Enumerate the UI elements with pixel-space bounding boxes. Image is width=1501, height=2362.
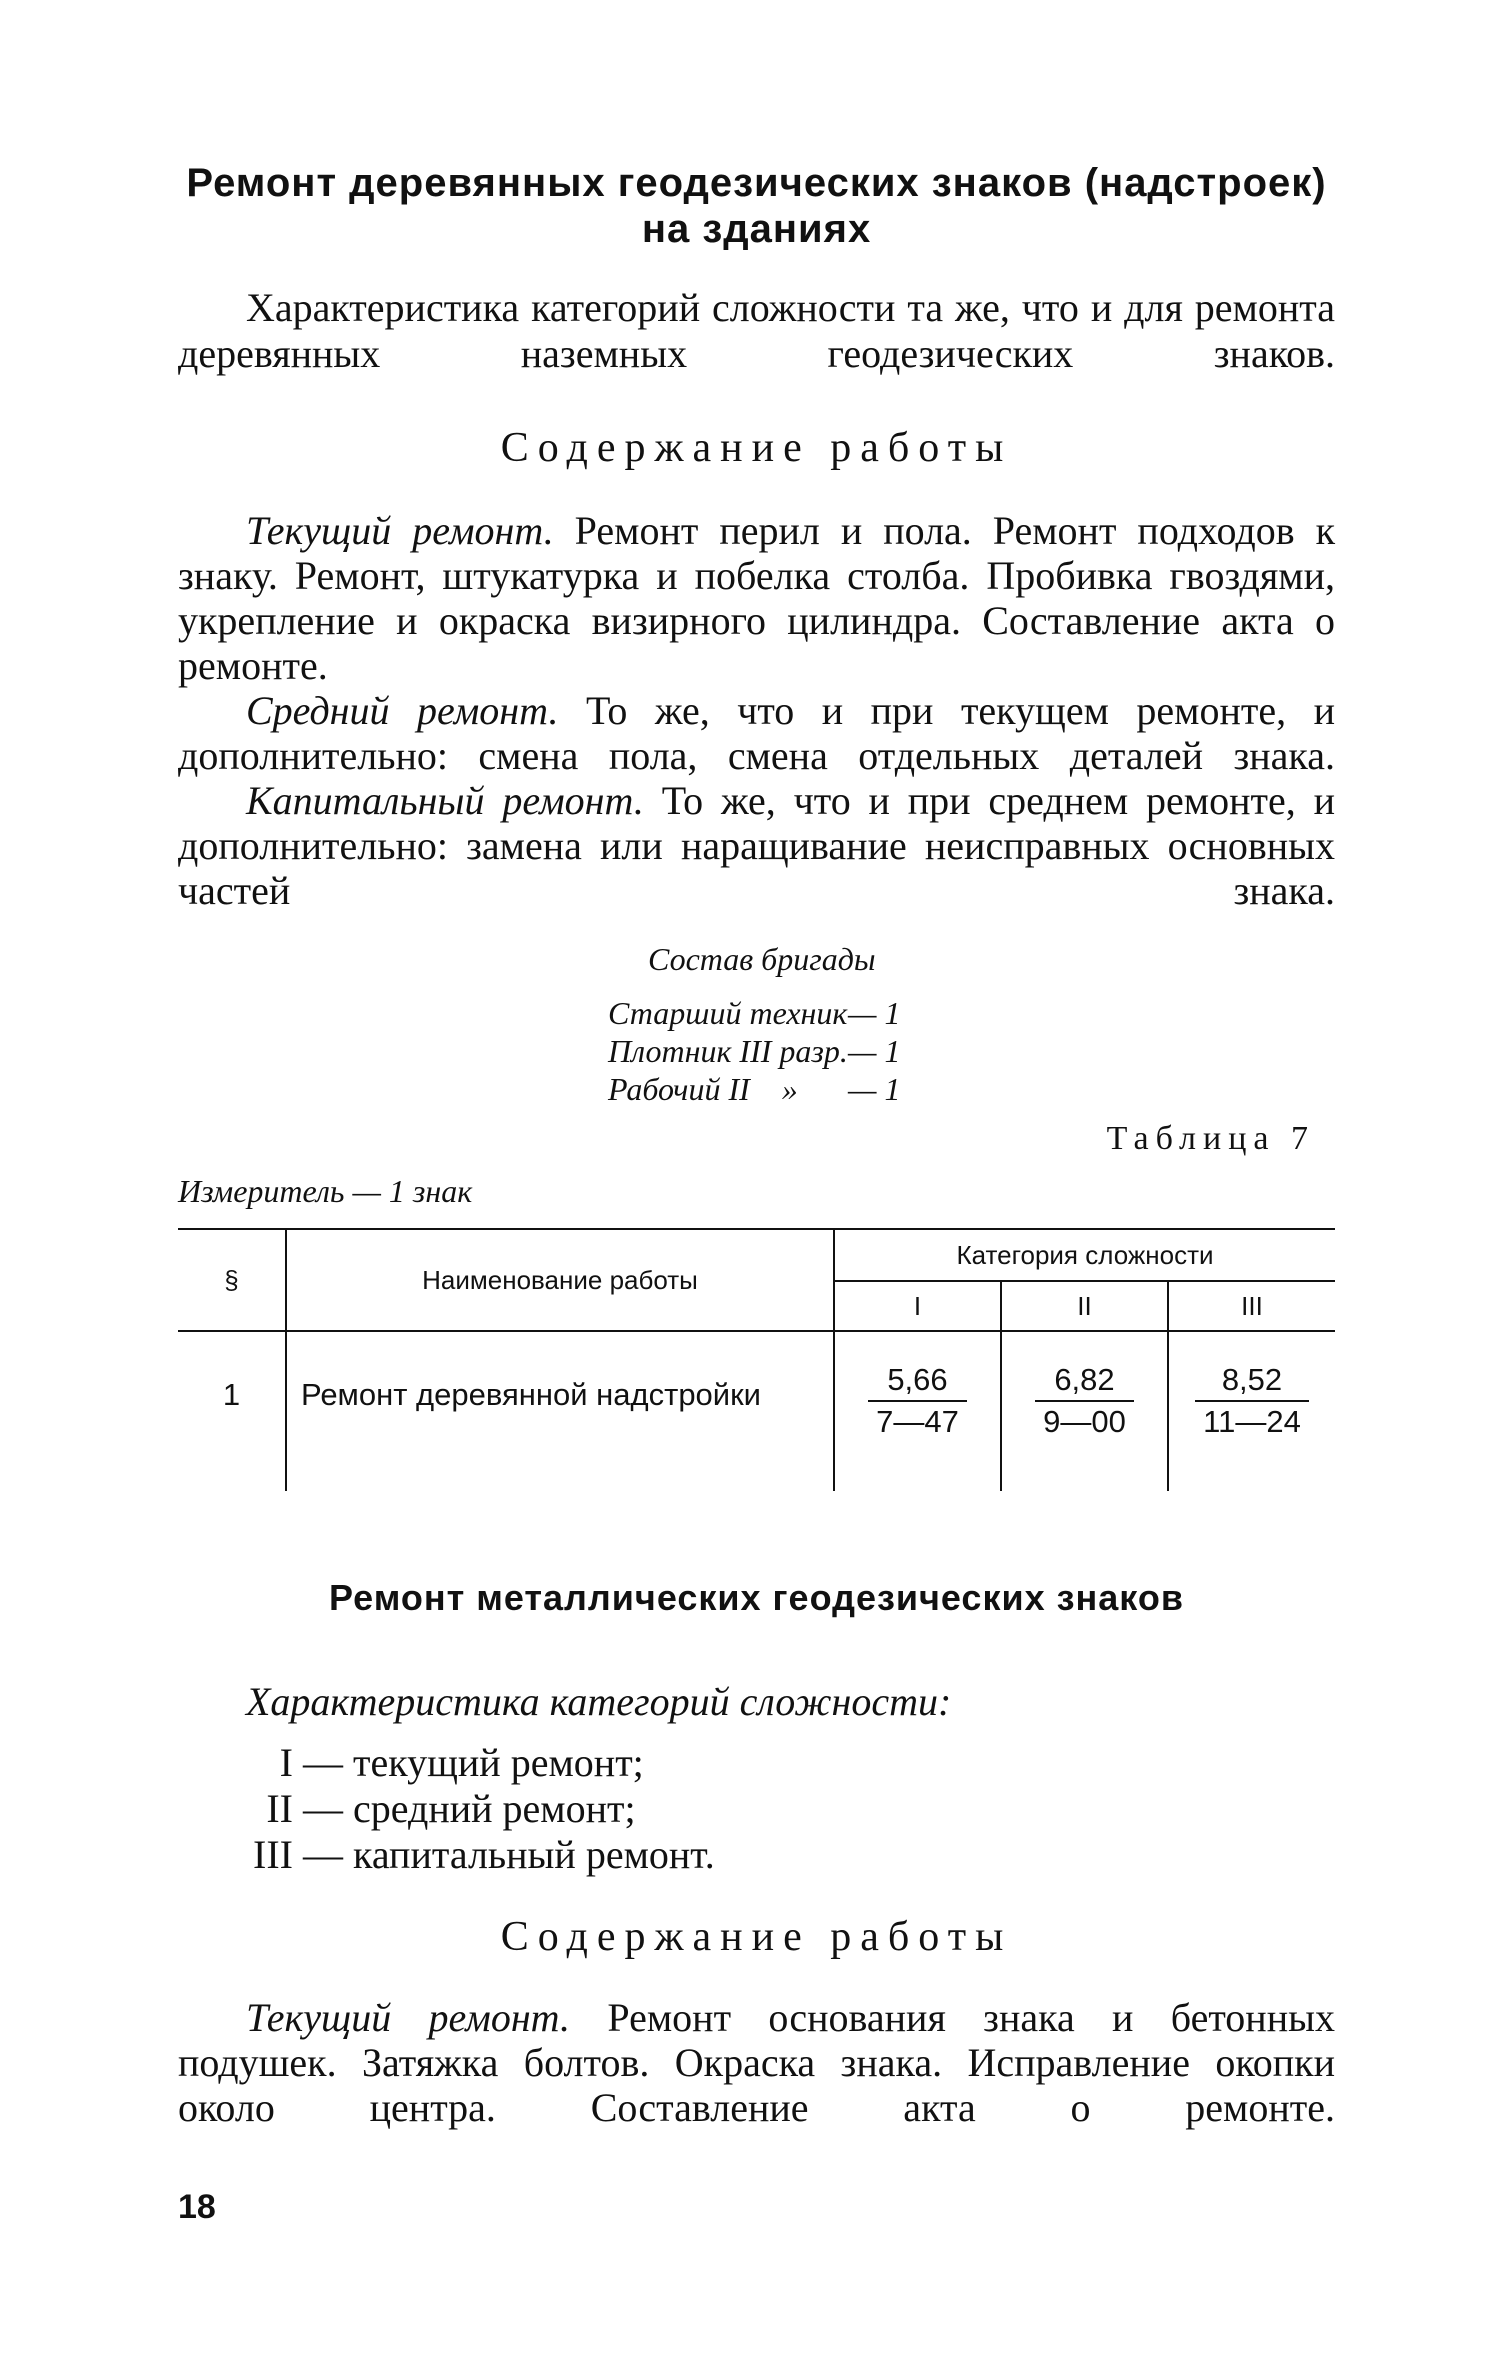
intro-text: Характеристика категорий сложности та же, что и для ремонта деревянных наземных геодезических знаков. [178,285,1335,376]
category-num: II [266,1786,293,1831]
value-fraction [1195,1362,1309,1440]
row-section: 1 [178,1331,286,1491]
intro-paragraph [178,285,1335,377]
category-item [238,1740,715,1786]
row-work-name: Ремонт деревянной надстройки [286,1331,834,1491]
value-fraction [1035,1362,1134,1440]
paragraph-current-repair [178,508,1335,688]
row-value-cat-1 [834,1331,1001,1491]
value-norm: 8,52 [1195,1362,1309,1402]
categories-heading: Характеристика категорий сложности: [246,1679,952,1724]
paragraph-text: Ремонт перил и пола. Ремонт подходов к знаку. Ремонт, штукатурка и побелка столба. Пробивка гвоздями, укрепление и окраска визирного цилиндра. Составление акта о ремонте. [178,508,1335,688]
table-row [178,1331,1335,1491]
brigade-role: Старший техник [608,995,848,1031]
paragraph-capital-repair [178,778,1335,913]
header-category: Категория сложности [834,1229,1335,1281]
category-text: — капитальный ремонт. [303,1832,715,1877]
paragraph-current-repair-2 [178,1995,1335,2130]
repair-paragraphs [178,508,1335,913]
brigade-block [608,940,1108,1108]
brigade-row [608,1070,1108,1108]
row-value-cat-3 [1168,1331,1335,1491]
brigade-count: — 1 [848,1071,901,1107]
section-title-line1: Ремонт деревянных геодезических знаков (надстроек) [186,161,1327,205]
category-item [238,1786,715,1832]
value-cost: 9—00 [1043,1404,1126,1439]
value-norm: 5,66 [868,1362,967,1402]
paragraph-lead: Текущий ремонт. [246,1995,571,2040]
brigade-row [608,1032,1108,1070]
brigade-role: Рабочий II » [608,1071,798,1107]
table-7 [178,1228,1335,1491]
paragraph-lead: Средний ремонт. [246,688,559,733]
section-title [178,160,1335,252]
content-heading-2: Содержание работы [500,1914,1013,1960]
category-num: I [279,1740,293,1785]
category-item [238,1832,715,1878]
brigade-row [608,994,1108,1032]
value-fraction [868,1362,967,1440]
brigade-count: — 1 [848,995,901,1031]
category-text: — средний ремонт; [303,1786,636,1831]
value-cost: 7—47 [876,1404,959,1439]
header-cat-2: II [1001,1281,1168,1331]
header-cat-1: I [834,1281,1001,1331]
row-value-cat-2 [1001,1331,1168,1491]
paragraph-lead: Текущий ремонт. [246,508,554,553]
table-label: Таблица 7 [1106,1120,1315,1157]
paragraph-text: То же, что и при среднем ремонте, и дополнительно: замена или наращивание неисправных основных частей знака. [178,778,1335,913]
paragraph-text: То же, что и при текущем ремонте, и дополнительно: смена пола, смена отдельных деталей знака. [178,688,1335,778]
categories-list [238,1740,715,1878]
paragraph-lead: Капитальный ремонт. [246,778,644,823]
paragraph-text: Ремонт основания знака и бетонных подушек. Затяжка болтов. Окраска знака. Исправление окопки около центра. Составление акта о ремонте. [178,1995,1335,2130]
category-text: — текущий ремонт; [303,1740,644,1785]
page-number: 18 [178,2188,216,2226]
header-section: § [178,1229,286,1331]
brigade-count: — 1 [848,1033,901,1069]
category-num: III [253,1832,293,1877]
section2-title: Ремонт металлических геодезических знаков [329,1577,1184,1618]
value-norm: 6,82 [1035,1362,1134,1402]
measure-label: Измеритель — 1 знак [178,1173,473,1209]
content-heading: Содержание работы [500,425,1013,471]
paragraph-medium-repair [178,688,1335,778]
header-work-name: Наименование работы [286,1229,834,1331]
brigade-role: Плотник III разр. [608,1033,848,1069]
brigade-title: Состав бригады [648,941,876,977]
header-cat-3: III [1168,1281,1335,1331]
section-title-line2: на зданиях [641,207,872,251]
document-page [178,0,1335,2362]
value-cost: 11—24 [1203,1404,1301,1439]
